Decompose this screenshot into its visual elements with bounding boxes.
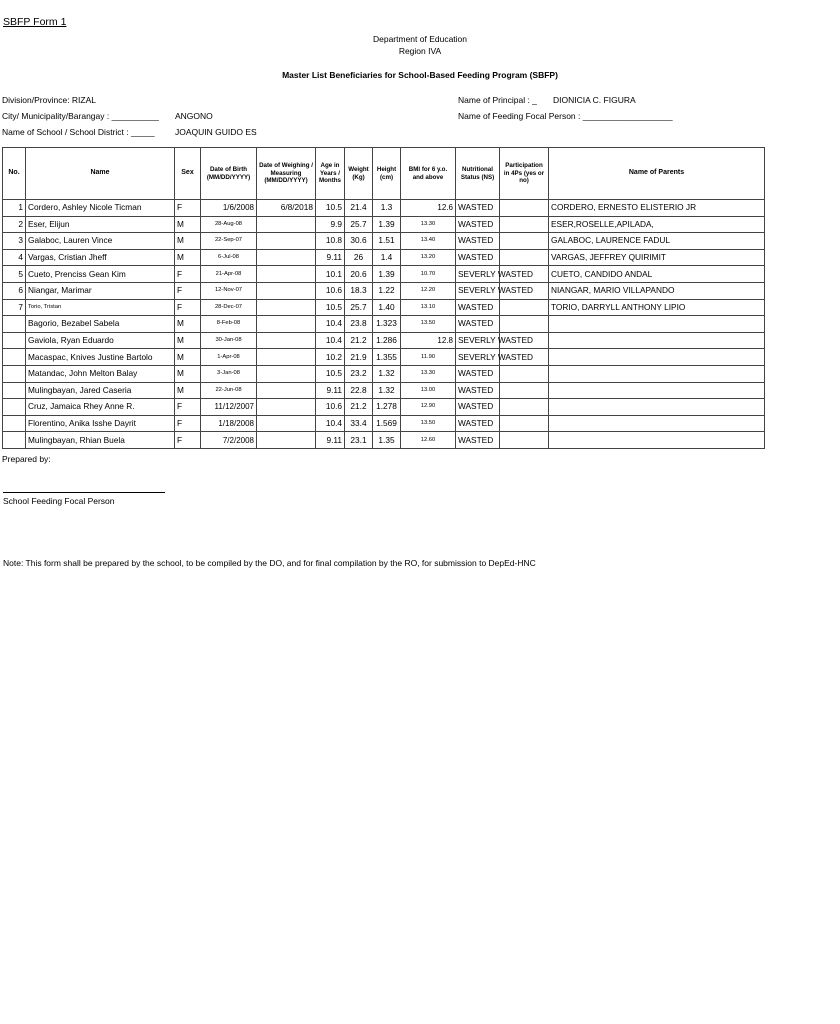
cell-parents (549, 432, 765, 449)
cell-date-weighing (257, 332, 316, 349)
cell-dob: 1/6/2008 (201, 200, 257, 217)
table-row (3, 216, 765, 233)
school-value: JOAQUIN GUIDO ES (175, 127, 257, 137)
cell-parents: TORIO, DARRYLL ANTHONY LIPIO (549, 299, 765, 316)
cell-height: 1.569 (373, 415, 401, 432)
region-name: Region IVA (398, 46, 442, 56)
table-row (3, 382, 765, 399)
cell-weight: 20.6 (345, 266, 373, 283)
cell-nutritional-status: WASTED (456, 249, 500, 266)
cell-name: Vargas, Cristian Jheff (26, 249, 175, 266)
cell-name: Cruz, Jamaica Rhey Anne R. (26, 399, 175, 416)
cell-weight: 21.9 (345, 349, 373, 366)
cell-name: Eser, Elijun (26, 216, 175, 233)
cell-parents (549, 365, 765, 382)
city-value: ANGONO (175, 111, 213, 121)
cell-height: 1.323 (373, 316, 401, 333)
city-label: City/ Municipality/Barangay : __________ (2, 111, 159, 121)
table-row (3, 332, 765, 349)
cell-sex: M (175, 349, 201, 366)
cell-parents (549, 382, 765, 399)
cell-parents (549, 399, 765, 416)
table-row (3, 266, 765, 283)
cell-sex: M (175, 382, 201, 399)
cell-4ps (500, 200, 549, 217)
cell-weight: 23.1 (345, 432, 373, 449)
cell-name: Galaboc, Lauren Vince (26, 233, 175, 250)
cell-date-weighing (257, 399, 316, 416)
cell-sex: F (175, 282, 201, 299)
prepared-by-label: Prepared by: (2, 454, 51, 464)
cell-dob: 11/12/2007 (201, 399, 257, 416)
cell-parents: CUETO, CANDIDO ANDAL (549, 266, 765, 283)
cell-bmi: 13.30 (401, 216, 456, 233)
cell-height: 1.22 (373, 282, 401, 299)
cell-4ps (500, 365, 549, 382)
table-row (3, 349, 765, 366)
cell-dob: 22-Sep-07 (201, 233, 257, 250)
cell-4ps (500, 382, 549, 399)
cell-nutritional-status: SEVERLY WASTED (456, 332, 500, 349)
cell-4ps (500, 216, 549, 233)
cell-4ps (500, 249, 549, 266)
cell-sex: F (175, 415, 201, 432)
cell-4ps (500, 316, 549, 333)
cell-4ps (500, 415, 549, 432)
cell-height: 1.51 (373, 233, 401, 250)
cell-bmi: 12.90 (401, 399, 456, 416)
cell-nutritional-status: WASTED (456, 415, 500, 432)
cell-height: 1.4 (373, 249, 401, 266)
cell-no: 7 (3, 299, 26, 316)
school-label: Name of School / School District : _____ (2, 127, 155, 137)
col-header-nutritional-status: Nutritional Status (NS) (456, 148, 500, 200)
col-header-4ps: Participation in 4Ps (yes or no) (500, 148, 549, 200)
cell-dob: 8-Feb-08 (201, 316, 257, 333)
cell-age: 9.11 (316, 249, 345, 266)
cell-bmi: 12.8 (401, 332, 456, 349)
cell-nutritional-status: WASTED (456, 432, 500, 449)
cell-sex: M (175, 233, 201, 250)
cell-no (3, 332, 26, 349)
cell-nutritional-status: WASTED (456, 216, 500, 233)
cell-parents: NIANGAR, MARIO VILLAPANDO (549, 282, 765, 299)
cell-date-weighing (257, 415, 316, 432)
cell-parents: GALABOC, LAURENCE FADUL (549, 233, 765, 250)
col-header-height: Height (cm) (373, 148, 401, 200)
cell-age: 10.6 (316, 399, 345, 416)
cell-height: 1.278 (373, 399, 401, 416)
cell-sex: F (175, 399, 201, 416)
cell-dob: 3-Jan-08 (201, 365, 257, 382)
cell-height: 1.32 (373, 382, 401, 399)
cell-name: Florentino, Anika Isshe Dayrit (26, 415, 175, 432)
cell-bmi: 13.10 (401, 299, 456, 316)
cell-dob: 22-Jun-08 (201, 382, 257, 399)
cell-height: 1.39 (373, 266, 401, 283)
cell-no: 5 (3, 266, 26, 283)
col-header-sex: Sex (175, 148, 201, 200)
cell-height: 1.355 (373, 349, 401, 366)
cell-date-weighing (257, 432, 316, 449)
cell-age: 9.11 (316, 432, 345, 449)
cell-4ps (500, 299, 549, 316)
cell-no (3, 415, 26, 432)
cell-no: 6 (3, 282, 26, 299)
beneficiaries-table (2, 147, 765, 449)
cell-nutritional-status: WASTED (456, 233, 500, 250)
cell-parents: CORDERO, ERNESTO ELISTERIO JR (549, 200, 765, 217)
cell-nutritional-status: WASTED (456, 316, 500, 333)
cell-age: 10.1 (316, 266, 345, 283)
cell-weight: 33.4 (345, 415, 373, 432)
cell-bmi: 13.20 (401, 249, 456, 266)
cell-dob: 28-Dec-07 (201, 299, 257, 316)
cell-name: Bagorio, Bezabel Sabela (26, 316, 175, 333)
cell-nutritional-status: SEVERLY WASTED (456, 349, 500, 366)
cell-sex: F (175, 432, 201, 449)
cell-dob: 1-Apr-08 (201, 349, 257, 366)
col-header-weight: Weight (Kg) (345, 148, 373, 200)
col-header-dob: Date of Birth (MM/DD/YYYY) (201, 148, 257, 200)
cell-date-weighing (257, 365, 316, 382)
cell-name: Cueto, Prenciss Gean Kim (26, 266, 175, 283)
table-row (3, 233, 765, 250)
signature-line (3, 492, 165, 493)
cell-name: Mulingbayan, Rhian Buela (26, 432, 175, 449)
cell-nutritional-status: SEVERLY WASTED (456, 266, 500, 283)
cell-sex: M (175, 316, 201, 333)
document-title: Master List Beneficiaries for School-Based Feeding Program (SBFP) (282, 70, 558, 80)
principal-value: DIONICIA C. FIGURA (553, 95, 636, 105)
cell-weight: 21.2 (345, 332, 373, 349)
cell-age: 10.6 (316, 282, 345, 299)
col-header-date-weighing: Date of Weighing / Measuring (MM/DD/YYYY) (257, 148, 316, 200)
cell-weight: 30.6 (345, 233, 373, 250)
cell-sex: F (175, 200, 201, 217)
table-row (3, 200, 765, 217)
cell-sex: F (175, 299, 201, 316)
cell-dob: 21-Apr-08 (201, 266, 257, 283)
cell-no (3, 365, 26, 382)
cell-weight: 25.7 (345, 216, 373, 233)
cell-no (3, 432, 26, 449)
cell-date-weighing (257, 382, 316, 399)
cell-date-weighing (257, 249, 316, 266)
cell-age: 9.11 (316, 382, 345, 399)
cell-nutritional-status: WASTED (456, 365, 500, 382)
table-row (3, 249, 765, 266)
cell-no: 3 (3, 233, 26, 250)
cell-parents: ESER,ROSELLE,APILADA, (549, 216, 765, 233)
cell-dob: 28-Aug-08 (201, 216, 257, 233)
cell-age: 10.4 (316, 332, 345, 349)
table-row (3, 299, 765, 316)
signatory-role: School Feeding Focal Person (3, 496, 115, 506)
cell-dob: 12-Nov-07 (201, 282, 257, 299)
cell-age: 10.5 (316, 200, 345, 217)
cell-height: 1.3 (373, 200, 401, 217)
col-header-name: Name (26, 148, 175, 200)
cell-dob: 1/18/2008 (201, 415, 257, 432)
cell-bmi: 13.30 (401, 365, 456, 382)
cell-age: 10.4 (316, 316, 345, 333)
cell-no: 2 (3, 216, 26, 233)
table-row (3, 316, 765, 333)
cell-date-weighing (257, 216, 316, 233)
cell-height: 1.286 (373, 332, 401, 349)
cell-bmi: 13.50 (401, 415, 456, 432)
cell-weight: 22.8 (345, 382, 373, 399)
cell-weight: 21.4 (345, 200, 373, 217)
col-header-bmi: BMI for 6 y.o. and above (401, 148, 456, 200)
cell-date-weighing (257, 299, 316, 316)
cell-date-weighing (257, 282, 316, 299)
cell-bmi: 11.90 (401, 349, 456, 366)
cell-age: 10.4 (316, 415, 345, 432)
cell-no (3, 399, 26, 416)
cell-weight: 23.2 (345, 365, 373, 382)
cell-bmi: 13.50 (401, 316, 456, 333)
cell-height: 1.40 (373, 299, 401, 316)
cell-sex: M (175, 332, 201, 349)
cell-no (3, 349, 26, 366)
cell-no: 4 (3, 249, 26, 266)
cell-age: 9.9 (316, 216, 345, 233)
form-note: Note: This form shall be prepared by the school, to be compiled by the DO, and for final compilation by the RO, for submission to DepEd-HNC (3, 558, 536, 568)
cell-parents: VARGAS, JEFFREY QUIRIMIT (549, 249, 765, 266)
cell-weight: 25.7 (345, 299, 373, 316)
table-row (3, 415, 765, 432)
cell-bmi: 10.70 (401, 266, 456, 283)
cell-name: Mulingbayan, Jared Caseria (26, 382, 175, 399)
cell-sex: F (175, 266, 201, 283)
cell-name: Niangar, Marimar (26, 282, 175, 299)
cell-nutritional-status: WASTED (456, 382, 500, 399)
cell-bmi: 12.6 (401, 200, 456, 217)
cell-parents (549, 349, 765, 366)
cell-4ps (500, 432, 549, 449)
table-row (3, 282, 765, 299)
cell-no: 1 (3, 200, 26, 217)
cell-weight: 26 (345, 249, 373, 266)
cell-name: Gaviola, Ryan Eduardo (26, 332, 175, 349)
cell-parents (549, 415, 765, 432)
cell-age: 10.5 (316, 365, 345, 382)
focal-person-label: Name of Feeding Focal Person : ___________________ (458, 111, 673, 121)
table-row (3, 432, 765, 449)
cell-no (3, 382, 26, 399)
cell-age: 10.5 (316, 299, 345, 316)
cell-nutritional-status: SEVERLY WASTED (456, 282, 500, 299)
cell-weight: 23.8 (345, 316, 373, 333)
cell-name: Torio, Tristan (26, 299, 175, 316)
col-header-age: Age in Years / Months (316, 148, 345, 200)
cell-weight: 18.3 (345, 282, 373, 299)
cell-date-weighing (257, 316, 316, 333)
cell-dob: 30-Jan-08 (201, 332, 257, 349)
cell-nutritional-status: WASTED (456, 399, 500, 416)
cell-no (3, 316, 26, 333)
cell-dob: 7/2/2008 (201, 432, 257, 449)
cell-4ps (500, 233, 549, 250)
cell-bmi: 13.00 (401, 382, 456, 399)
principal-label: Name of Principal : _ (458, 95, 537, 105)
cell-height: 1.39 (373, 216, 401, 233)
cell-date-weighing (257, 349, 316, 366)
cell-nutritional-status: WASTED (456, 200, 500, 217)
cell-weight: 21.2 (345, 399, 373, 416)
department-name: Department of Education (372, 34, 468, 44)
cell-age: 10.8 (316, 233, 345, 250)
table-header-row (3, 148, 765, 200)
cell-date-weighing (257, 266, 316, 283)
cell-bmi: 12.20 (401, 282, 456, 299)
cell-sex: M (175, 216, 201, 233)
division-label: Division/Province: RIZAL (2, 95, 97, 105)
cell-dob: 6-Jul-08 (201, 249, 257, 266)
cell-name: Cordero, Ashley Nicole Ticman (26, 200, 175, 217)
cell-date-weighing (257, 233, 316, 250)
cell-height: 1.32 (373, 365, 401, 382)
cell-height: 1.35 (373, 432, 401, 449)
cell-bmi: 12.60 (401, 432, 456, 449)
form-title: SBFP Form 1 (3, 16, 67, 28)
col-header-parents: Name of Parents (549, 148, 765, 200)
cell-name: Macaspac, Knives Justine Bartolo (26, 349, 175, 366)
col-header-no: No. (3, 148, 26, 200)
table-row (3, 399, 765, 416)
cell-sex: M (175, 365, 201, 382)
cell-4ps (500, 399, 549, 416)
cell-bmi: 13.40 (401, 233, 456, 250)
cell-name: Matandac, John Melton Balay (26, 365, 175, 382)
cell-parents (549, 332, 765, 349)
cell-sex: M (175, 249, 201, 266)
cell-nutritional-status: WASTED (456, 299, 500, 316)
cell-date-weighing: 6/8/2018 (257, 200, 316, 217)
table-row (3, 365, 765, 382)
cell-parents (549, 316, 765, 333)
cell-age: 10.2 (316, 349, 345, 366)
